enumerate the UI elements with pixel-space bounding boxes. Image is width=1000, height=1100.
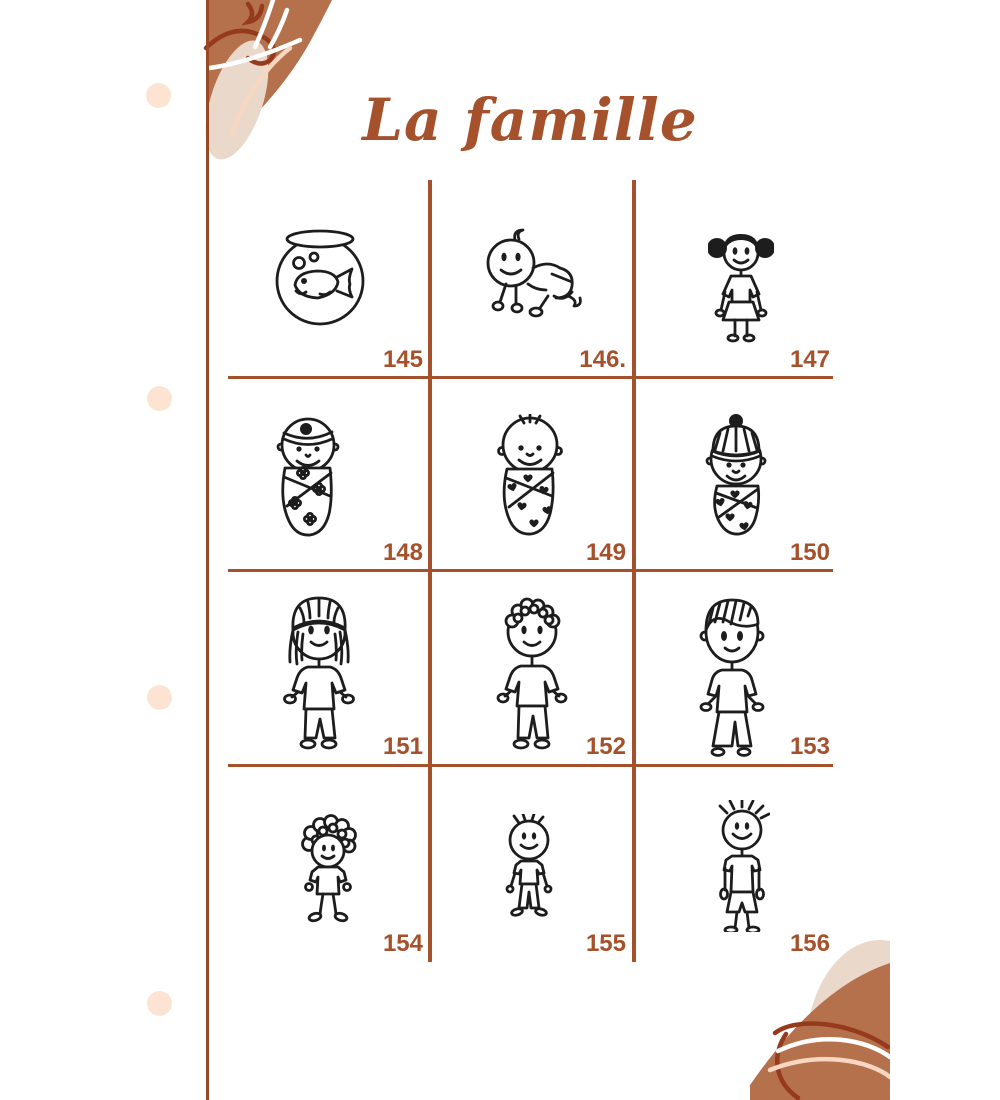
swaddled-baby-hearts-illustration <box>491 414 569 540</box>
crawling-baby-illustration <box>476 226 586 318</box>
item-number: 150 <box>789 539 830 566</box>
item-number: 154 <box>382 930 423 957</box>
boy-shorts-spiky-hair-illustration <box>714 800 770 932</box>
hole-dot <box>147 386 172 411</box>
hole-dot <box>147 685 172 710</box>
small-boy-spiky-hair-illustration <box>504 814 554 920</box>
item-number: 155 <box>585 930 626 957</box>
hole-dot <box>147 991 172 1016</box>
item-number: 153 <box>789 733 830 760</box>
small-boy-curly-hair-illustration <box>296 814 358 924</box>
bottom-right-blob-decoration <box>750 935 890 1100</box>
item-number: 156 <box>789 930 830 957</box>
item-number: 149 <box>585 539 626 566</box>
hole-dot <box>146 83 171 108</box>
grid-horizontal-line <box>228 376 833 379</box>
kid-curly-hair-illustration <box>494 594 570 756</box>
item-number: 146. <box>579 346 626 373</box>
item-number: 151 <box>382 733 423 760</box>
item-number: 145 <box>382 346 423 373</box>
swaddled-baby-hat-illustration <box>702 413 770 541</box>
notebook-margin-line <box>206 0 209 1100</box>
grid-horizontal-line <box>228 764 833 767</box>
swaddled-baby-flowers-illustration <box>272 416 344 540</box>
item-number: 148 <box>382 539 423 566</box>
page-title: La famille <box>362 86 698 154</box>
item-number: 152 <box>585 733 626 760</box>
girl-with-pigtails-illustration <box>708 222 774 346</box>
grid-horizontal-line <box>228 569 833 572</box>
item-number: 147 <box>789 346 830 373</box>
